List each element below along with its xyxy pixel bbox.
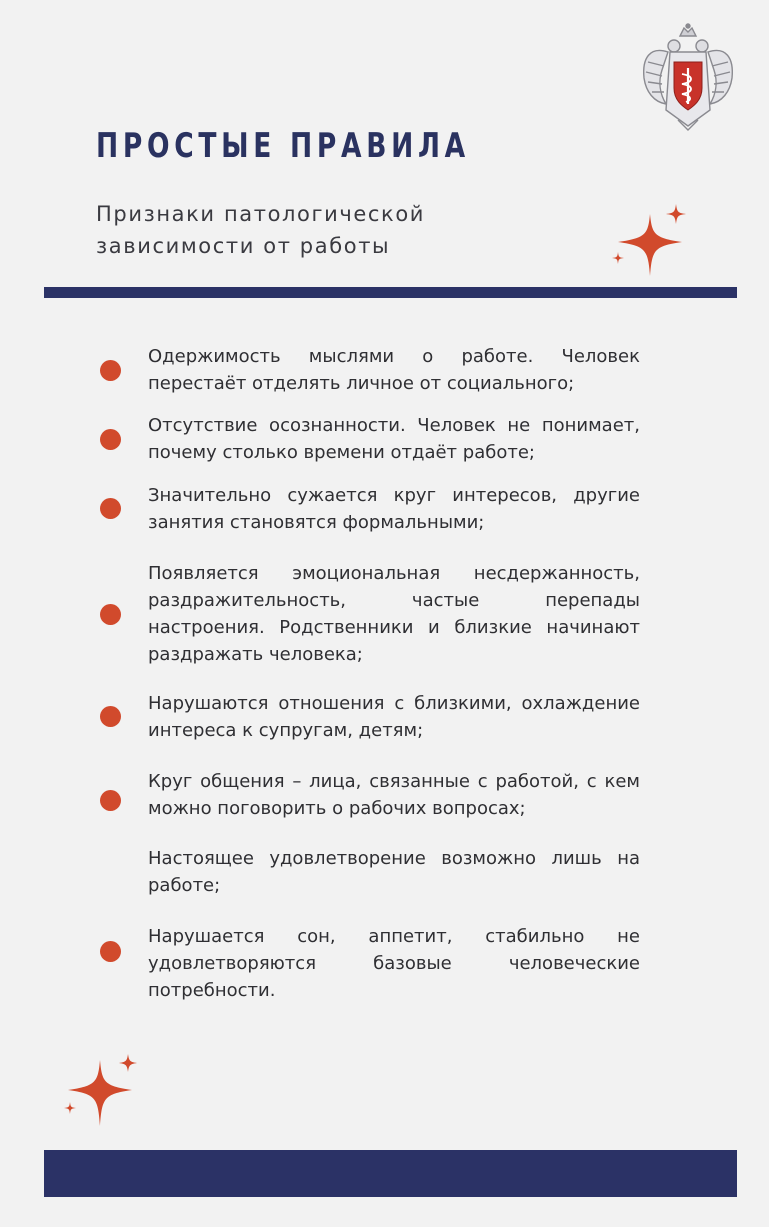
- bullet-dot-icon: [100, 604, 121, 625]
- bullet-dot-icon: [100, 706, 121, 727]
- list-item-text: Отсутствие осознанности. Человек не понимает, почему столько времени отдаёт работе;: [148, 415, 640, 463]
- footer-bar: [44, 1150, 737, 1197]
- list-item-text: Настоящее удовлетворение возможно лишь на работе;: [148, 848, 640, 896]
- bullet-dot-icon: [100, 941, 121, 962]
- bullet-dot-icon: [100, 360, 121, 381]
- bullet-dot-icon: [100, 429, 121, 450]
- list-item-text: Нарушаются отношения с близкими, охлаждение интереса к супругам, детям;: [148, 693, 640, 741]
- ministry-of-health-emblem-icon: [638, 22, 738, 132]
- list-item-text: Значительно сужается круг интересов, другие занятия становятся формальными;: [148, 485, 640, 533]
- list-item-text: Нарушается сон, аппетит, стабильно не удовлетворяются базовые человеческие потребности.: [148, 926, 640, 1001]
- header-divider-bar: [44, 287, 737, 298]
- list-item-text: Круг общения – лица, связанные с работой, с кем можно поговорить о рабочих вопросах;: [148, 771, 640, 819]
- bullet-dot-icon: [100, 790, 121, 811]
- page-subtitle: Признаки патологической зависимости от работы: [96, 202, 426, 258]
- bullet-dot-icon: [100, 498, 121, 519]
- page-title: ПРОСТЫЕ ПРАВИЛА: [96, 126, 470, 166]
- sparkle-star-icon: [60, 1050, 146, 1130]
- sparkle-star-icon: [606, 200, 692, 282]
- list-item-text: Одержимость мыслями о работе. Человек перестаёт отделять личное от социального;: [148, 346, 640, 394]
- list-item-text: Появляется эмоциональная несдержанность, раздражительность, частые перепады настроения. Родственники и близкие начинают раздражать человека;: [148, 563, 640, 665]
